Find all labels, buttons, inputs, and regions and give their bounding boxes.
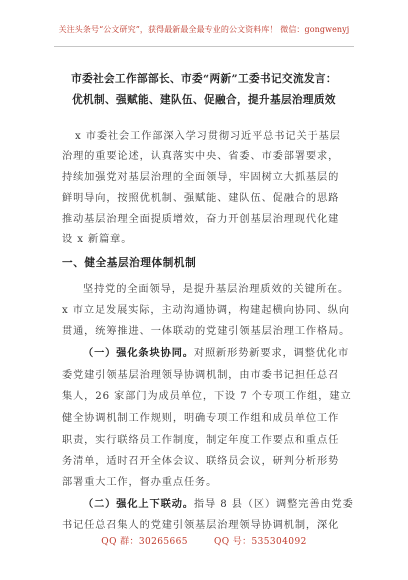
- subsection-1-heading: （一）强化条块协同。: [83, 347, 194, 359]
- subsection-2-lead-text: 指导 8 县（区）调整完善由党委: [193, 499, 354, 510]
- subsection-1-line: 职责，实行联络员工作制度，制定年度工作要点和重点任: [62, 435, 340, 446]
- subsection-1-line: 务清单，适时召开全体会议、联络员会议，研判分析形势: [62, 456, 340, 467]
- header-divider: [54, 46, 354, 47]
- intro-line: 推动基层治理全面提质增效，奋力开创基层治理现代化建: [62, 214, 340, 225]
- subsection-2-line: 书记任总召集人的党建引领基层治理领导协调机制，深化: [62, 520, 340, 531]
- header-banner: 关注头条号“公文研究”，获得最新最全最专业的公文资料库！ 微信：gongwenyj: [58, 25, 350, 34]
- subsection-1-line: 委党建引领基层治理领导协调机制，由市委书记担任总召: [62, 370, 340, 381]
- intro-line: x 市委社会工作部深入学习贯彻习近平总书记关于基层: [75, 131, 341, 142]
- subsection-1-lead-line: [83, 344, 408, 359]
- section-1-heading: 一、健全基层治理体制机制: [62, 257, 197, 269]
- subsection-1-lead-text: 对照新形势新要求，调整优化市: [193, 348, 350, 359]
- document-title-line-1: 市委社会工作部部长、市委“两新”工委书记交流发言：: [71, 73, 337, 85]
- document-title-line-2: 优机制、强赋能、建队伍、促融合，提升基层治理质效: [72, 94, 336, 106]
- footer-contact: [0, 534, 408, 547]
- subsection-1-line: 集人，26 家部门为成员单位，下设 7 个专项工作组，建立: [62, 391, 352, 402]
- subsection-1-line: 部署重大工作，督办重点任务。: [62, 477, 218, 488]
- subsection-2-lead-line: [83, 495, 408, 510]
- subsection-2-heading: （二）强化上下联动。: [83, 498, 194, 510]
- intro-line: 持续加强党对基层治理的全面领导，牢固树立大抓基层的: [62, 172, 340, 183]
- section-1-line: x 市立足发展实际，主动沟通协调，构建起横向协同、纵向: [62, 305, 350, 316]
- footer-qq-number: QQ 号：535304092: [213, 537, 307, 547]
- intro-line: 治理的重要论述，认真落实中央、省委、市委部署要求，: [62, 151, 340, 162]
- section-1-line: 坚持党的全面领导，是提升基层治理质效的关键所在。: [83, 284, 350, 295]
- intro-line: 鲜明导向，按照优机制、强赋能、建队伍、促融合的思路: [62, 193, 340, 204]
- footer-qq-group: QQ 群：30265665: [101, 537, 188, 547]
- subsection-1-line: 健全协调机制工作规则，明确专项工作组和成员单位工作: [62, 413, 340, 424]
- intro-line: 设 x 新篇章。: [62, 234, 133, 245]
- section-1-line: 贯通，统筹推进、一体联动的党建引领基层治理工作格局。: [62, 326, 351, 337]
